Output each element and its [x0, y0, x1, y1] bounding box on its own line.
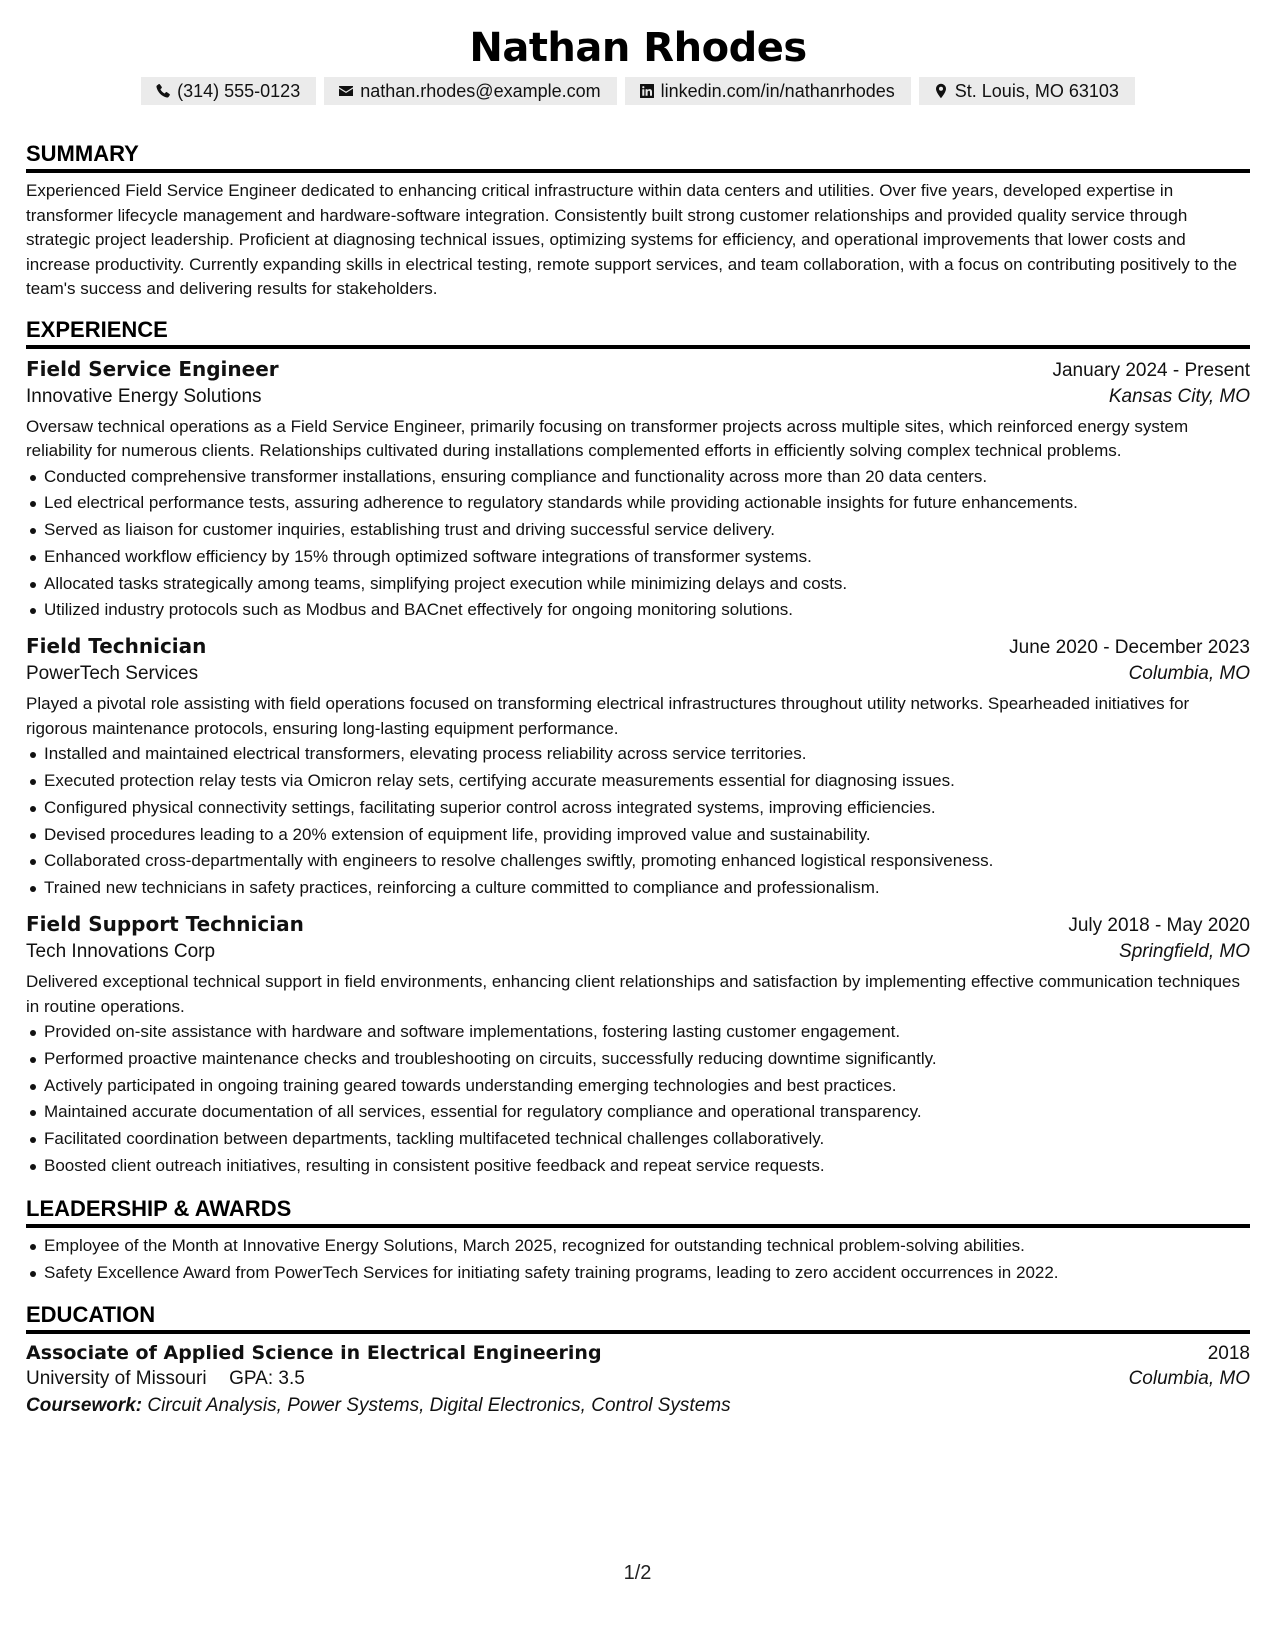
job-location: Columbia, MO — [1128, 663, 1250, 685]
job-description: Played a pivotal role assisting with field operations focused on transforming electrical infrastructures throughout utility networks. Spearheaded initiatives for rigorous maintenance protocols, ensuring long-lasting equipment performance. — [26, 694, 1190, 738]
bullet-item: Conducted comprehensive transformer installations, ensuring compliance and functionality across more than 20 data centers. — [44, 464, 1250, 491]
bullet-item: Facilitated coordination between departments, tackling multifaceted technical challenges collaboratively. — [44, 1126, 1250, 1153]
job-subheader — [26, 386, 1250, 408]
degree-title: Associate of Applied Science in Electrical Engineering — [26, 1342, 602, 1365]
location-chip — [919, 77, 1135, 105]
job-location: Springfield, MO — [1119, 941, 1250, 963]
resume-page — [26, 0, 1250, 1417]
job-entry — [26, 912, 1250, 1180]
coursework-list: Circuit Analysis, Power Systems, Digital Electronics, Control Systems — [147, 1395, 731, 1417]
school-name: University of Missouri — [26, 1368, 207, 1390]
job-header — [26, 912, 1250, 937]
gpa-value: GPA: 3.5 — [229, 1368, 305, 1390]
bullet-item: Trained new technicians in safety practices, reinforcing a culture committed to compliance and professionalism. — [44, 875, 1250, 902]
job-subheader — [26, 941, 1250, 963]
job-header — [26, 634, 1250, 659]
bullet-item: Boosted client outreach initiatives, resulting in consistent positive feedback and repeat service requests. — [44, 1153, 1250, 1180]
job-description: Oversaw technical operations as a Field Service Engineer, primarily focusing on transformer projects across multiple sites, which reinforced energy system reliability for numerous clients. Relationships cultivated during installations complemented efforts in efficiently solving complex technical problems. — [26, 416, 1189, 460]
bullet-item: Served as liaison for customer inquiries, establishing trust and driving successful service delivery. — [44, 517, 1250, 544]
location-text: St. Louis, MO 63103 — [954, 81, 1119, 101]
job-title: Field Support Technician — [26, 912, 304, 937]
company-name: PowerTech Services — [26, 663, 199, 685]
job-entry — [26, 634, 1250, 902]
job-bullets — [26, 1019, 1250, 1180]
graduation-year: 2018 — [1207, 1343, 1250, 1365]
job-title: Field Technician — [26, 634, 207, 659]
school-line — [26, 1368, 305, 1390]
page-indicator: 1/2 — [623, 1562, 652, 1584]
linkedin-chip[interactable] — [625, 77, 911, 105]
job-header — [26, 357, 1250, 382]
coursework-label: Coursework: — [26, 1395, 143, 1417]
email-text: nathan.rhodes@example.com — [360, 81, 601, 101]
job-title: Field Service Engineer — [26, 356, 279, 381]
bullet-item: Actively participated in ongoing training geared towards understanding emerging technologies and best practices. — [44, 1073, 1250, 1100]
bullet-item: Executed protection relay tests via Omicron relay sets, certifying accurate measurements essential for diagnosing issues. — [44, 768, 1250, 795]
company-name: Tech Innovations Corp — [26, 941, 216, 963]
award-item: Safety Excellence Award from PowerTech Services for initiating safety training programs, leading to zero accident occurrences in 2022. — [44, 1260, 1250, 1287]
job-dates: January 2024 - Present — [1052, 359, 1250, 381]
award-item: Employee of the Month at Innovative Energy Solutions, March 2025, recognized for outstanding technical problem-solving abilities. — [44, 1233, 1250, 1260]
awards-list — [26, 1233, 1250, 1287]
candidate-name: Nathan Rhodes — [469, 25, 807, 71]
coursework-line — [26, 1395, 1250, 1417]
summary-heading: SUMMARY — [26, 139, 1250, 173]
bullet-item: Maintained accurate documentation of all services, essential for regulatory compliance and operational transparency. — [44, 1099, 1250, 1126]
job-subheader — [26, 663, 1250, 685]
job-dates: June 2020 - December 2023 — [1009, 637, 1250, 659]
bullet-item: Performed proactive maintenance checks and troubleshooting on circuits, successfully reducing downtime significantly. — [44, 1046, 1250, 1073]
summary-text: Experienced Field Service Engineer dedicated to enhancing critical infrastructure within data centers and utilities. Over five years, developed expertise in transformer lifecycle management and hardware-software integration. Consistently built strong customer relationships and provided quality service through strategic project leadership. Proficient at diagnosing technical issues, optimizing systems for efficiency, and operational improvements that lower costs and increase productivity. Currently expanding skills in electrical testing, remote support services, and team collaboration, with a focus on contributing positively to the team's success and delivering results for stakeholders. — [26, 181, 1238, 298]
linkedin-icon — [639, 83, 655, 99]
bullet-item: Enhanced workflow efficiency by 15% through optimized software integrations of transformer systems. — [44, 544, 1250, 571]
phone-icon — [155, 83, 171, 99]
education-entry — [26, 1342, 1250, 1417]
job-entry — [26, 357, 1250, 625]
bullet-item: Utilized industry protocols such as Modbus and BACnet effectively for ongoing monitoring solutions. — [44, 597, 1250, 624]
bullet-item: Configured physical connectivity settings, facilitating superior control across integrated systems, improving efficiencies. — [44, 795, 1250, 822]
contact-bar — [26, 77, 1250, 105]
bullet-item: Allocated tasks strategically among teams, simplifying project execution while minimizing delays and costs. — [44, 571, 1250, 598]
company-name: Innovative Energy Solutions — [26, 385, 262, 407]
leadership-heading: LEADERSHIP & AWARDS — [26, 1194, 1250, 1228]
bullet-item: Collaborated cross-departmentally with engineers to resolve challenges swiftly, promoting enhanced logistical responsiveness. — [44, 848, 1250, 875]
bullet-item: Led electrical performance tests, assuring adherence to regulatory standards while providing actionable insights for future enhancements. — [44, 490, 1250, 517]
bullet-item: Devised procedures leading to a 20% extension of equipment life, providing improved value and sustainability. — [44, 822, 1250, 849]
email-chip[interactable] — [324, 77, 616, 105]
phone-text: (314) 555-0123 — [177, 81, 301, 101]
bullet-item: Provided on-site assistance with hardware and software implementations, fostering lasting customer engagement. — [44, 1019, 1250, 1046]
job-bullets — [26, 741, 1250, 902]
map-pin-icon — [933, 83, 949, 99]
envelope-icon — [338, 83, 354, 99]
job-bullets — [26, 464, 1250, 625]
job-location: Kansas City, MO — [1108, 385, 1250, 407]
education-subheader — [26, 1368, 1250, 1390]
phone-chip[interactable] — [141, 77, 316, 105]
bullet-item: Installed and maintained electrical transformers, elevating process reliability across service territories. — [44, 741, 1250, 768]
education-header — [26, 1342, 1250, 1365]
experience-heading: EXPERIENCE — [26, 315, 1250, 349]
education-heading: EDUCATION — [26, 1300, 1250, 1334]
job-description: Delivered exceptional technical support in field environments, enhancing client relationships and satisfaction by implementing effective communication techniques in routine operations. — [26, 972, 1240, 1016]
job-dates: July 2018 - May 2020 — [1068, 915, 1250, 937]
school-location: Columbia, MO — [1128, 1368, 1250, 1390]
linkedin-text: linkedin.com/in/nathanrhodes — [660, 81, 895, 101]
